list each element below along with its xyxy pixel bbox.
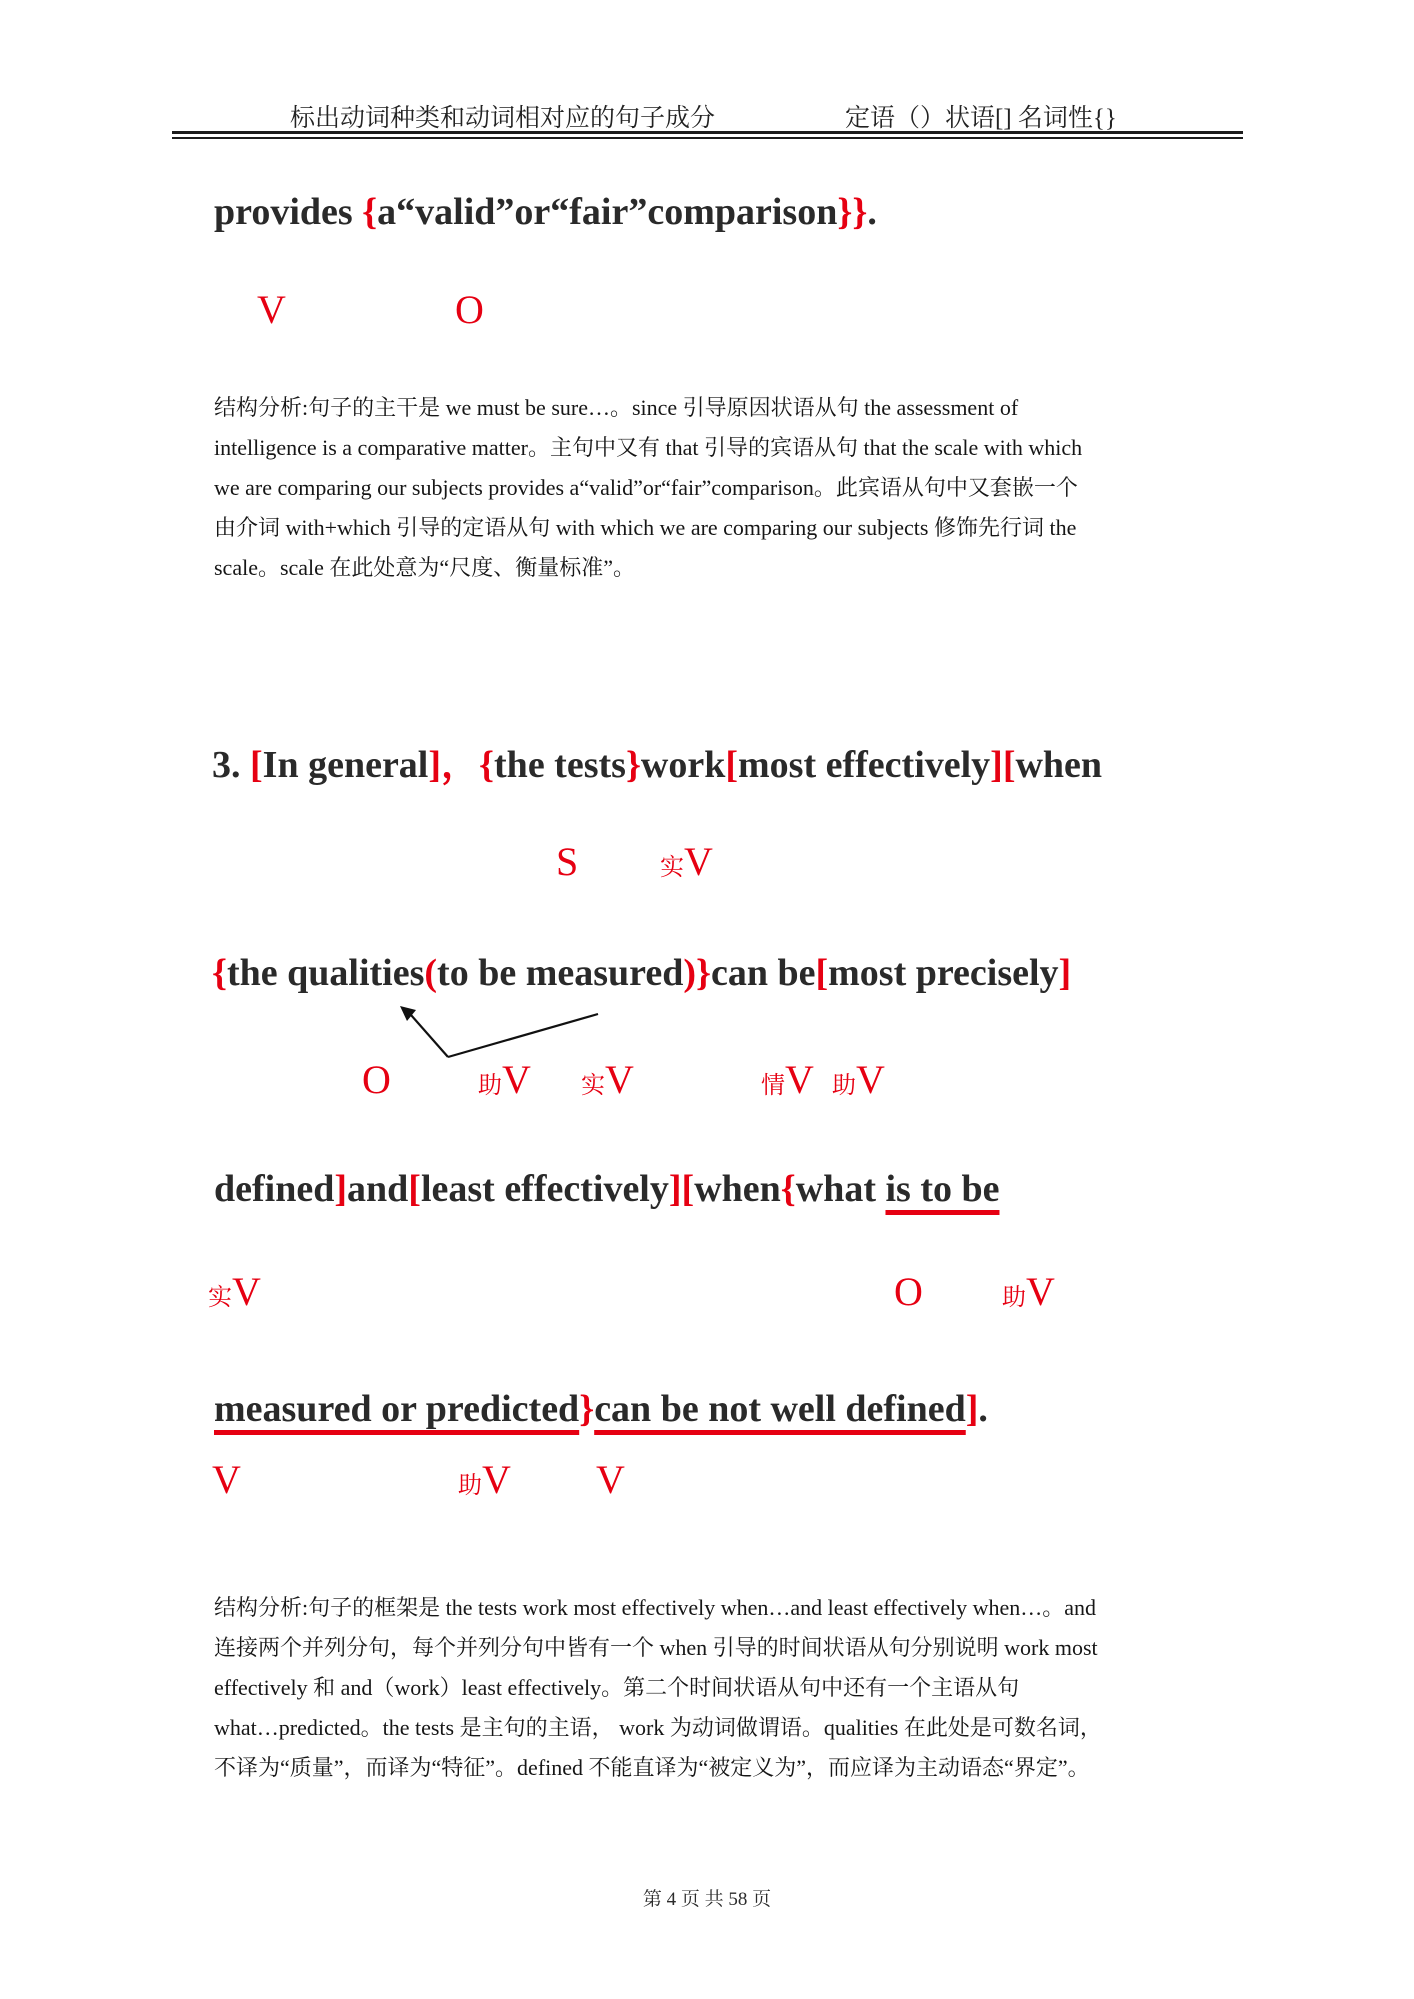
- adverbial-bracket-pair: ][: [668, 1168, 695, 1210]
- object-annotation: O: [455, 287, 484, 332]
- adverbial-bracket-open: [: [250, 744, 263, 786]
- verb-letter: V: [232, 1269, 261, 1314]
- verb-letter: V: [785, 1057, 814, 1102]
- verb-letter: V: [1026, 1269, 1055, 1314]
- analysis-line: 结构分析:句子的主干是 we must be sure…。since 引导原因状语从句 the assessment of: [214, 395, 1019, 420]
- analysis-line: 连接两个并列分句，每个并列分句中皆有一个 when 引导的时间状语从句分别说明 work most: [214, 1635, 1098, 1660]
- verb-annotation: V: [596, 1457, 625, 1502]
- adverbial-bracket-close: ]: [1058, 952, 1072, 994]
- verb-letter: V: [605, 1057, 634, 1102]
- adverbial-text: most precisely: [828, 952, 1059, 994]
- page-header-legend: 定语（）状语[] 名词性{}: [845, 105, 1117, 132]
- analysis-line: 结构分析:句子的框架是 the tests work most effectively when…and least effectively when…。and: [214, 1595, 1097, 1620]
- noun-brace-open: {: [479, 744, 495, 786]
- period: .: [978, 1388, 988, 1430]
- auxiliary-label: 助: [832, 1073, 856, 1099]
- auxiliary-verb-annotation: [478, 1057, 531, 1102]
- underlined-verb-phrase: is to be: [885, 1168, 1000, 1210]
- adverbial-bracket-close: ]: [334, 1168, 348, 1210]
- object-text: a“valid”or“fair”comparison: [377, 191, 838, 233]
- sentence3-line2: [212, 952, 1071, 996]
- adverbial-bracket-open: [: [815, 952, 829, 994]
- item-number: 3.: [212, 744, 250, 786]
- object-annotation: O: [362, 1057, 391, 1102]
- adverbial-bracket-pair: ][: [990, 744, 1016, 786]
- auxiliary-label: 助: [1002, 1285, 1026, 1311]
- notional-label: 实: [660, 855, 684, 881]
- verb-annotation: V: [212, 1457, 241, 1502]
- verb-letter: V: [684, 839, 713, 884]
- annotation-arrows: [385, 1000, 615, 1066]
- notional-label: 实: [208, 1285, 232, 1311]
- analysis-line: 由介词 with+which 引导的定语从句 with which we are comparing our subjects 修饰先行词 the: [214, 515, 1077, 540]
- analysis-line: scale。scale 在此处意为“尺度、衡量标准”。: [214, 555, 635, 580]
- paren-brace-close: )}: [683, 952, 711, 994]
- verb-letter: V: [856, 1057, 885, 1102]
- adverbial-text: least effectively: [420, 1168, 669, 1210]
- page-header-title: 标出动词种类和动词相对应的句子成分: [290, 105, 716, 132]
- underlined-verb-phrase: measured or predicted: [214, 1388, 580, 1430]
- modal-verb-annotation: [761, 1057, 814, 1102]
- noun-brace-close: }: [579, 1388, 595, 1430]
- object-text: the qualities: [226, 952, 425, 994]
- noun-brace-open: {: [212, 952, 227, 994]
- verb-letter: V: [482, 1457, 511, 1502]
- analysis-paragraph-1: [214, 388, 1259, 588]
- comma: ，: [441, 744, 480, 786]
- sentence3-line1: [212, 744, 1102, 788]
- sentence3-line4: [214, 1388, 988, 1432]
- verb-text: can be: [710, 952, 816, 994]
- verb-text: provides: [214, 191, 363, 233]
- verb-text: defined: [214, 1168, 335, 1210]
- notional-verb-annotation: [581, 1057, 634, 1102]
- notional-verb-annotation: [660, 839, 713, 884]
- notional-label: 实: [581, 1073, 605, 1099]
- conjunction-and: and: [347, 1168, 409, 1210]
- sentence2-continuation-line: [214, 191, 877, 235]
- conjunction-when: when: [694, 1168, 781, 1210]
- object-annotation: O: [894, 1269, 923, 1314]
- noun-brace-open: {: [780, 1168, 796, 1210]
- page-number: 第 4 页 共 58 页: [642, 1889, 772, 1910]
- period: .: [867, 191, 877, 233]
- underlined-verb-phrase: can be not well defined: [594, 1388, 966, 1430]
- verb-text: work: [640, 744, 726, 786]
- subject-text: the tests: [494, 744, 626, 786]
- subject-clause-text: what: [795, 1168, 886, 1210]
- auxiliary-label: 助: [458, 1473, 482, 1499]
- adverbial-text: most effectively: [738, 744, 991, 786]
- auxiliary-label: 助: [478, 1073, 502, 1099]
- auxiliary-verb-annotation: [1002, 1269, 1055, 1314]
- adverbial-bracket-close: ]: [965, 1388, 979, 1430]
- analysis-line: intelligence is a comparative matter。主句中又有 that 引导的宾语从句 that the scale with which: [214, 435, 1083, 460]
- adverbial-bracket-close: ]: [428, 744, 442, 786]
- analysis-line: what…predicted。the tests 是主句的主语， work 为动词做谓语。qualities 在此处是可数名词，: [214, 1715, 1102, 1740]
- attributive-paren-open: (: [424, 952, 438, 994]
- analysis-line: effectively 和 and（work）least effectively。第二个时间状语从句中还有一个主语从句: [214, 1675, 1020, 1700]
- subject-annotation: S: [556, 839, 579, 884]
- noun-brace-open: {: [362, 191, 378, 233]
- analysis-line: 不译为“质量”，而译为“特征”。defined 不能直译为“被定义为”，而应译为主动语态“界定”。: [214, 1755, 1090, 1780]
- infinitive-text: to be measured: [437, 952, 684, 994]
- noun-brace-close: }}: [837, 191, 868, 233]
- adverbial-bracket-open: [: [408, 1168, 421, 1210]
- auxiliary-verb-annotation: [458, 1457, 511, 1502]
- auxiliary-verb-annotation: [832, 1057, 885, 1102]
- notional-verb-annotation: [208, 1269, 261, 1314]
- sentence3-line3: [214, 1168, 999, 1212]
- adverbial-text: In general: [262, 744, 429, 786]
- header-divider: [172, 131, 1243, 139]
- verb-letter: V: [502, 1057, 531, 1102]
- analysis-paragraph-2: [214, 1588, 1259, 1788]
- analysis-line: we are comparing our subjects provides a“valid”or“fair”comparison。此宾语从句中又套嵌一个: [214, 475, 1078, 500]
- modal-label: 情: [761, 1073, 785, 1099]
- conjunction-when: when: [1015, 744, 1103, 786]
- noun-brace-close: }: [625, 744, 641, 786]
- verb-annotation: V: [257, 287, 286, 332]
- adverbial-bracket-open: [: [725, 744, 739, 786]
